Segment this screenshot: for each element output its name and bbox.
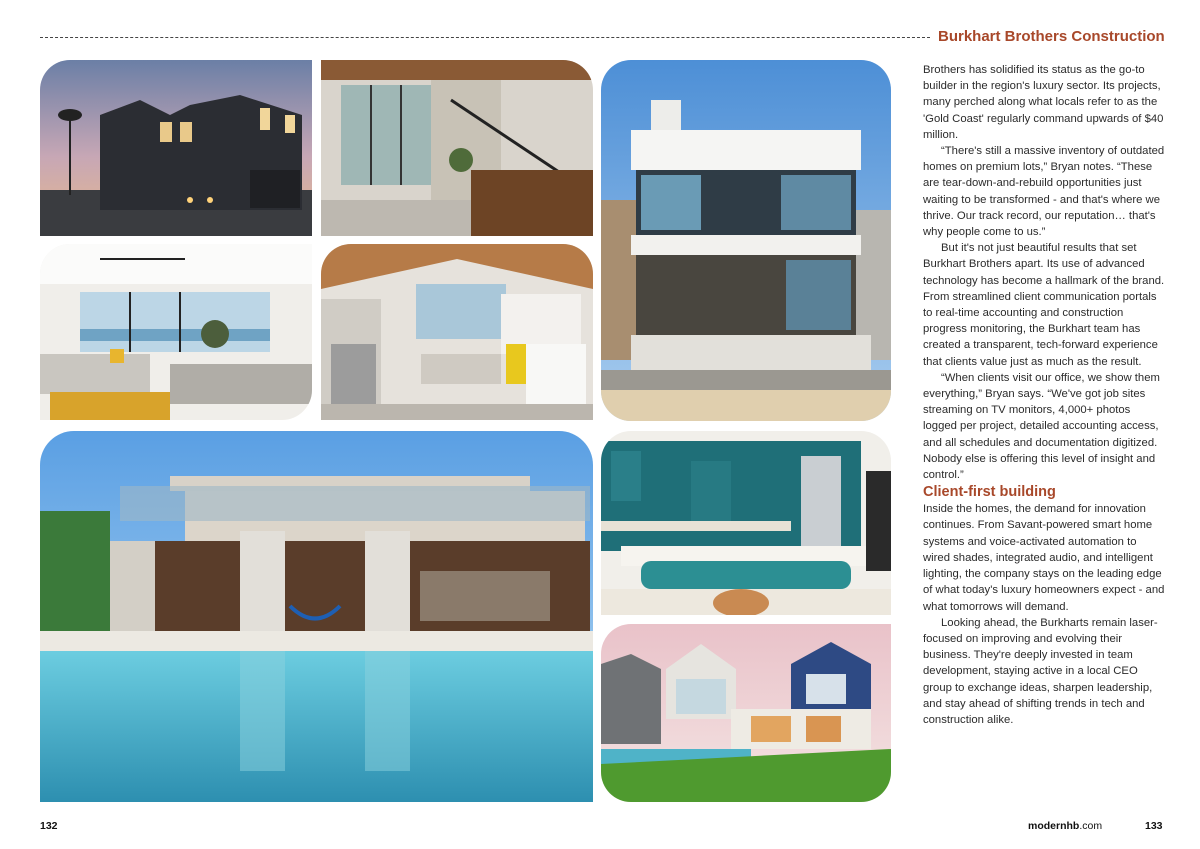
photo-living-room-ocean-view (40, 244, 312, 420)
article-text-column (923, 62, 1165, 728)
site-url-suffix: .com (1079, 820, 1103, 832)
header-rule (40, 37, 930, 38)
photo-interior-staircase (321, 60, 593, 236)
section-subhead: Client-first building (923, 484, 1056, 501)
paragraph: “There's still a massive inventory of outdated homes on premium lots,” Bryan notes. “These are tear-down-and-rebuild opportunities just waiting to be transformed - and that's where we thrive. Our track record, our reputation… that's why people come to us.” (923, 145, 1165, 239)
page-number-left: 132 (40, 820, 58, 832)
site-url (1028, 820, 1102, 832)
photo-dusk-house-exterior (40, 60, 312, 236)
paragraph: Looking ahead, the Burkharts remain laser-focused on improving and evolving their business. They're deeply invested in team development, staying active in a local CEO group to exchange ideas, sharpen leadership, and stay ahead of shifting trends in tech and construction alike. (923, 616, 1158, 726)
paragraph: Brothers has solidified its status as the go-to builder in the region's luxury sector. Its projects, many perched along what locals refer to as the 'Gold Coast' regularly command upwards of $40 million. (923, 64, 1164, 141)
photo-beach-house-facade (601, 60, 891, 421)
photo-pool-and-house (40, 431, 593, 802)
company-header: Burkhart Brothers Construction (938, 28, 1165, 45)
photo-teal-kitchen (601, 431, 891, 615)
photo-outdoor-kitchen (321, 244, 593, 420)
page-number-right: 133 (1145, 820, 1163, 832)
photo-modern-house-lawn (601, 624, 891, 802)
paragraph: But it's not just beautiful results that set Burkhart Brothers apart. Its use of advanced technology has become a hallmark of the brand. From streamlined client communication portals to real-time accounting and construction progress monitoring, the Burkhart team has created a transparent, tech-forward experience that clients value just as much as the result. (923, 242, 1165, 368)
site-url-bold: modernhb (1028, 820, 1080, 832)
paragraph: Inside the homes, the demand for innovation continues. From Savant-powered smart home systems and voice-activated automation to wired shades, integrated audio, and intelligent lighting, the company stays on the leading edge of what today's luxury homeowners expect - and what tomorrows will demand. (923, 503, 1165, 613)
paragraph: “When clients visit our office, we show them everything,” Bryan says. “We've got job sites streaming on TV monitors, 4,000+ photos logged per project, detailed accounting access, and all schedules and documentation digitized. Nobody else is offering this level of insight and control.” (923, 371, 1160, 482)
